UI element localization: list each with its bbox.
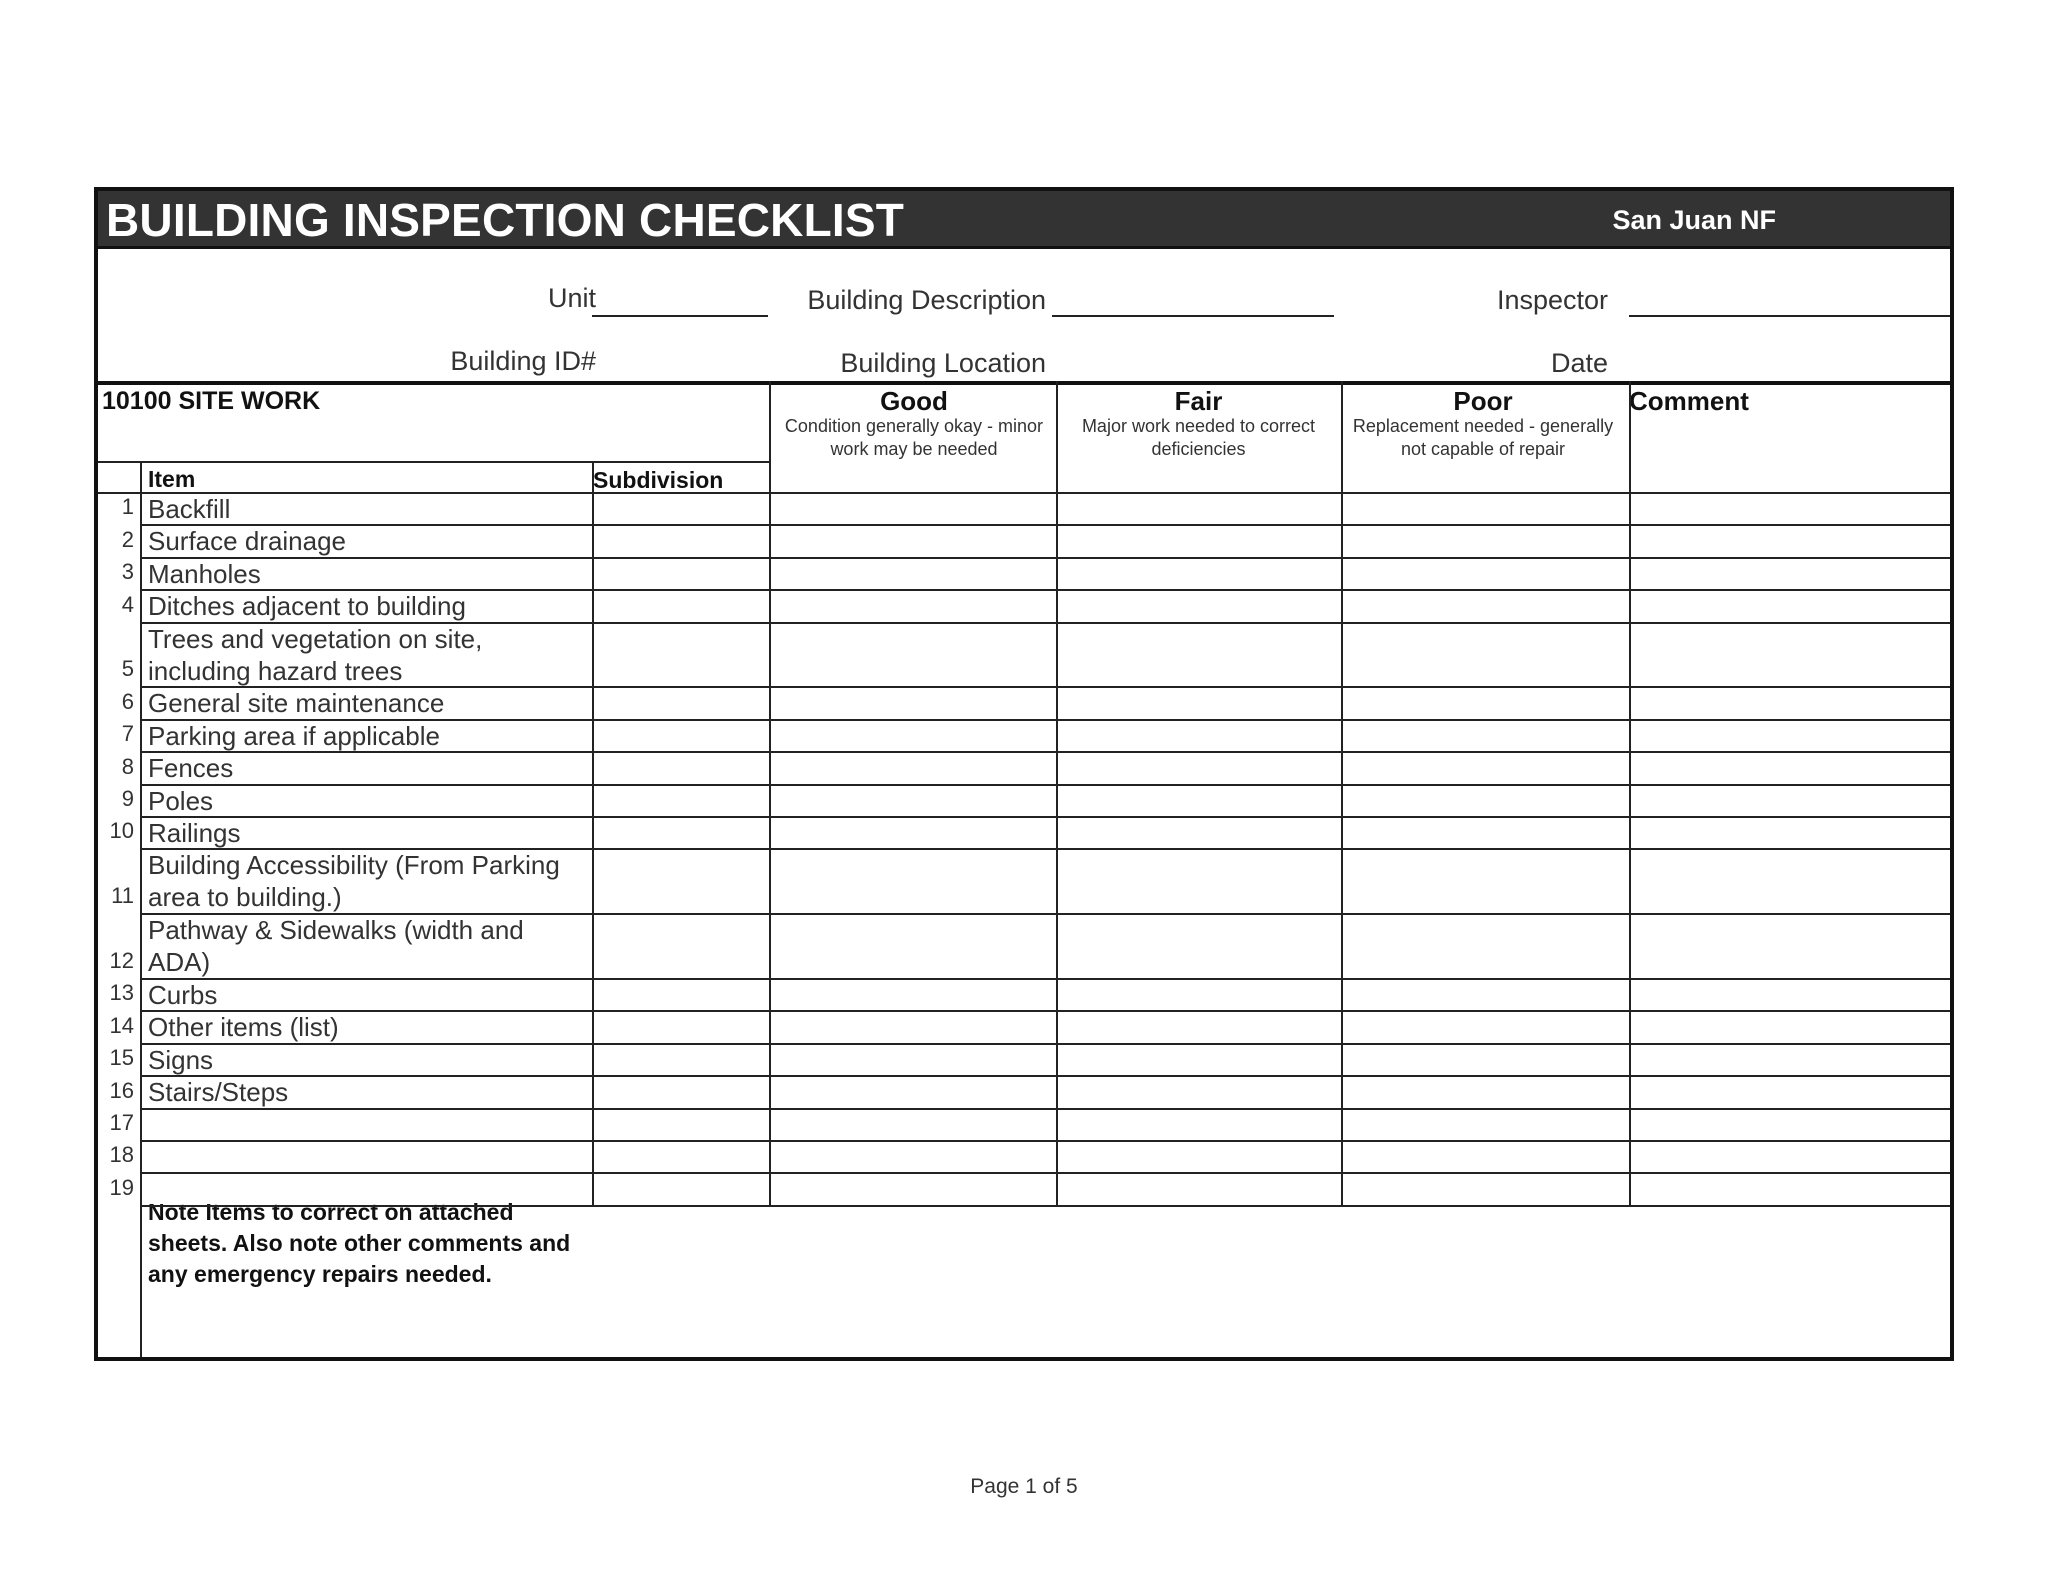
poor-cell[interactable] xyxy=(1343,721,1627,749)
subdivision-cell[interactable] xyxy=(594,1045,767,1073)
row-number: 19 xyxy=(109,1174,134,1200)
comment-cell[interactable] xyxy=(1631,818,1948,846)
comment-cell[interactable] xyxy=(1631,850,1948,911)
comment-cell[interactable] xyxy=(1631,980,1948,1008)
fair-cell[interactable] xyxy=(1058,526,1339,554)
poor-cell[interactable] xyxy=(1343,818,1627,846)
rating-good-title: Good xyxy=(880,386,948,416)
comment-cell[interactable] xyxy=(1631,1110,1948,1138)
column-rule xyxy=(140,461,142,1357)
page-number: Page 1 of 5 xyxy=(970,1475,1078,1498)
row-number: 3 xyxy=(121,559,134,585)
row-number: 11 xyxy=(111,883,134,909)
rating-good-header xyxy=(772,387,1056,461)
checklist-item-line: Signs xyxy=(148,1044,214,1075)
row-number: 12 xyxy=(109,948,134,973)
subdivision-cell[interactable] xyxy=(594,1077,767,1105)
good-cell[interactable] xyxy=(771,818,1054,846)
good-cell[interactable] xyxy=(771,1142,1054,1170)
checklist-item xyxy=(148,1044,586,1076)
comment-header: Comment xyxy=(1629,386,1749,416)
subdivision-cell[interactable] xyxy=(594,559,767,587)
good-cell[interactable] xyxy=(771,494,1054,522)
subdivision-cell[interactable] xyxy=(594,818,767,846)
subdivision-cell[interactable] xyxy=(594,850,767,911)
good-cell[interactable] xyxy=(771,1077,1054,1105)
rating-poor-description xyxy=(1341,415,1625,461)
checklist-item xyxy=(148,687,586,719)
good-cell[interactable] xyxy=(771,1045,1054,1073)
good-cell[interactable] xyxy=(771,980,1054,1008)
good-cell[interactable] xyxy=(771,753,1054,781)
rating-poor-title: Poor xyxy=(1453,386,1513,416)
form-title: BUILDING INSPECTION CHECKLIST xyxy=(106,194,905,246)
good-cell[interactable] xyxy=(771,786,1054,814)
checklist-item-line: Ditches adjacent to building xyxy=(148,591,466,622)
fair-cell[interactable] xyxy=(1058,721,1339,749)
good-cell[interactable] xyxy=(771,721,1054,749)
checklist-item xyxy=(148,623,586,687)
checklist-item xyxy=(148,817,586,849)
good-cell[interactable] xyxy=(771,1110,1054,1138)
checklist-item xyxy=(148,493,586,525)
poor-cell[interactable] xyxy=(1343,786,1627,814)
row-rule xyxy=(140,1205,1950,1207)
row-number: 13 xyxy=(109,980,134,1006)
row-number: 2 xyxy=(121,526,134,552)
column-rule xyxy=(1056,381,1058,1205)
title-bar xyxy=(98,191,1950,249)
rating-fair-desc-line: Major work needed to correct xyxy=(1081,416,1316,436)
comment-cell[interactable] xyxy=(1631,721,1948,749)
good-cell[interactable] xyxy=(771,591,1054,619)
row-number: 5 xyxy=(121,656,134,682)
section-title: 10100 SITE WORK xyxy=(102,387,321,415)
checklist-item xyxy=(148,979,586,1011)
good-cell[interactable] xyxy=(771,1174,1054,1202)
comment-cell[interactable] xyxy=(1631,526,1948,554)
subdivision-cell[interactable] xyxy=(594,591,767,619)
rating-fair-description xyxy=(1056,415,1341,461)
fair-cell[interactable] xyxy=(1058,1142,1339,1170)
checklist-item-line: Stairs/Steps xyxy=(148,1077,289,1108)
checklist-item-line: Fences xyxy=(148,753,234,784)
checklist-item xyxy=(148,785,586,817)
unit-field[interactable] xyxy=(592,315,768,317)
checklist-item-line xyxy=(148,1141,586,1173)
checklist-item-line: area to building.) xyxy=(148,882,342,913)
comment-cell[interactable] xyxy=(1631,1174,1948,1202)
fair-cell[interactable] xyxy=(1058,850,1339,911)
row-number: 8 xyxy=(121,753,134,779)
column-rule xyxy=(769,381,771,1205)
subdivision-cell[interactable] xyxy=(594,1174,767,1202)
row-number: 4 xyxy=(121,591,134,617)
column-rule xyxy=(592,461,594,1205)
checklist-item xyxy=(148,752,586,784)
header-divider xyxy=(98,381,1950,385)
checklist-item xyxy=(148,590,586,622)
fair-cell[interactable] xyxy=(1058,591,1339,619)
poor-cell[interactable] xyxy=(1343,559,1627,587)
subdivision-cell[interactable] xyxy=(594,494,767,522)
inspection-checklist-sheet xyxy=(94,187,1954,1361)
comment-cell[interactable] xyxy=(1631,1045,1948,1073)
row-number: 9 xyxy=(121,786,134,811)
good-cell[interactable] xyxy=(771,559,1054,587)
good-cell[interactable] xyxy=(771,688,1054,716)
checklist-item-line: Curbs xyxy=(148,980,218,1010)
checklist-item xyxy=(148,558,586,590)
note-line: Note Items to correct on attached xyxy=(148,1199,514,1225)
checklist-item-line: ADA) xyxy=(148,947,211,978)
fair-cell[interactable] xyxy=(1058,1045,1339,1073)
checklist-item xyxy=(148,720,586,752)
fair-cell[interactable] xyxy=(1058,688,1339,716)
checklist-item-line: Building Accessibility (From Parking xyxy=(148,850,560,881)
fair-cell[interactable] xyxy=(1058,1077,1339,1105)
rating-good-desc-line: Condition generally okay - minor xyxy=(784,416,1044,436)
rating-good-desc-line: work may be needed xyxy=(830,439,998,459)
comment-cell[interactable] xyxy=(1631,915,1948,976)
row-number: 14 xyxy=(109,1012,134,1038)
subdivision-cell[interactable] xyxy=(594,721,767,749)
comment-cell[interactable] xyxy=(1631,1077,1948,1105)
building-description-label: Building Description xyxy=(807,285,1046,315)
checklist-item-line xyxy=(148,1173,586,1205)
rating-fair-desc-line: deficiencies xyxy=(1151,439,1246,459)
forest-name: San Juan NF xyxy=(1612,205,1776,235)
fair-cell[interactable] xyxy=(1058,915,1339,976)
building-location-label: Building Location xyxy=(840,348,1046,378)
checklist-item-line: Pathway & Sidewalks (width and xyxy=(148,915,524,946)
fair-cell[interactable] xyxy=(1058,1174,1339,1202)
checklist-item-line: Poles xyxy=(148,785,214,816)
fair-cell[interactable] xyxy=(1058,980,1339,1008)
checklist-item-line: Manholes xyxy=(148,558,261,589)
unit-label: Unit xyxy=(547,283,596,313)
building-description-field[interactable] xyxy=(1052,315,1334,317)
row-number: 18 xyxy=(109,1142,134,1168)
comment-cell[interactable] xyxy=(1631,753,1948,781)
row-number: 15 xyxy=(109,1045,134,1071)
building-id-label: Building ID# xyxy=(450,346,596,376)
column-rule xyxy=(1629,381,1631,1205)
row-number: 6 xyxy=(121,688,134,714)
poor-cell[interactable] xyxy=(1343,494,1627,522)
poor-cell[interactable] xyxy=(1343,1012,1627,1040)
fair-cell[interactable] xyxy=(1058,1012,1339,1040)
fair-cell[interactable] xyxy=(1058,753,1339,781)
checklist-item xyxy=(148,1011,586,1043)
comment-cell[interactable] xyxy=(1631,624,1948,685)
poor-cell[interactable] xyxy=(1343,591,1627,619)
item-column-header: Item xyxy=(148,466,196,492)
fair-cell[interactable] xyxy=(1058,559,1339,587)
checklist-item-line: including hazard trees xyxy=(148,655,403,686)
poor-cell[interactable] xyxy=(1343,526,1627,554)
row-number: 16 xyxy=(109,1077,134,1103)
comment-cell[interactable] xyxy=(1631,494,1948,522)
inspector-field[interactable] xyxy=(1629,315,1950,317)
rating-poor-header xyxy=(1341,387,1625,461)
comment-cell[interactable] xyxy=(1631,559,1948,587)
checklist-item-line: Other items (list) xyxy=(148,1012,339,1043)
good-cell[interactable] xyxy=(771,850,1054,911)
poor-cell[interactable] xyxy=(1343,1110,1627,1138)
checklist-item xyxy=(148,1076,586,1108)
rating-poor-desc-line: Replacement needed - generally xyxy=(1352,416,1614,436)
rating-good-description xyxy=(772,415,1056,461)
checklist-item xyxy=(148,1141,586,1173)
subdivision-cell[interactable] xyxy=(594,688,767,716)
subdivision-cell[interactable] xyxy=(594,1110,767,1138)
rating-poor-desc-line: not capable of repair xyxy=(1400,439,1566,459)
note-line: sheets. Also note other comments and xyxy=(148,1230,571,1256)
column-rule xyxy=(1341,381,1343,1205)
date-label: Date xyxy=(1550,348,1608,378)
poor-cell[interactable] xyxy=(1343,753,1627,781)
comment-cell[interactable] xyxy=(1631,1012,1948,1040)
subdivision-cell[interactable] xyxy=(594,786,767,814)
subdivision-column-header: Subdivision xyxy=(593,467,724,493)
fair-cell[interactable] xyxy=(1058,624,1339,685)
item-header-rule xyxy=(98,461,769,463)
checklist-item-line: Backfill xyxy=(148,494,231,524)
checklist-item xyxy=(148,849,586,913)
poor-cell[interactable] xyxy=(1343,915,1627,976)
subdivision-cell[interactable] xyxy=(594,526,767,554)
rating-fair-header xyxy=(1056,387,1341,461)
checklist-item-line: Railings xyxy=(148,818,241,848)
poor-cell[interactable] xyxy=(1343,1077,1627,1105)
poor-cell[interactable] xyxy=(1343,624,1627,685)
comment-cell[interactable] xyxy=(1631,591,1948,619)
good-cell[interactable] xyxy=(771,624,1054,685)
checklist-item xyxy=(148,1173,586,1205)
checklist-item-line: General site maintenance xyxy=(148,688,445,719)
comment-cell[interactable] xyxy=(1631,786,1948,814)
poor-cell[interactable] xyxy=(1343,1045,1627,1073)
comment-cell[interactable] xyxy=(1631,688,1948,716)
inspector-label: Inspector xyxy=(1496,285,1608,315)
fair-cell[interactable] xyxy=(1058,494,1339,522)
comment-cell[interactable] xyxy=(1631,1142,1948,1170)
poor-cell[interactable] xyxy=(1343,1142,1627,1170)
subdivision-cell[interactable] xyxy=(594,1012,767,1040)
fair-cell[interactable] xyxy=(1058,786,1339,814)
good-cell[interactable] xyxy=(771,1012,1054,1040)
checklist-item xyxy=(148,1109,586,1141)
checklist-item-line xyxy=(148,1109,586,1141)
rating-fair-title: Fair xyxy=(1174,386,1223,416)
subdivision-cell[interactable] xyxy=(594,1142,767,1170)
fair-cell[interactable] xyxy=(1058,1110,1339,1138)
note-line: any emergency repairs needed. xyxy=(148,1261,492,1287)
note-text xyxy=(148,1197,618,1290)
checklist-item xyxy=(148,914,586,978)
poor-cell[interactable] xyxy=(1343,1174,1627,1202)
poor-cell[interactable] xyxy=(1343,850,1627,911)
good-cell[interactable] xyxy=(771,526,1054,554)
good-cell[interactable] xyxy=(771,915,1054,976)
checklist-item-line: Parking area if applicable xyxy=(148,720,440,751)
row-number: 1 xyxy=(121,494,134,520)
poor-cell[interactable] xyxy=(1343,980,1627,1008)
subdivision-cell[interactable] xyxy=(594,624,767,685)
checklist-item-line: Trees and vegetation on site, xyxy=(148,623,483,654)
checklist-item-line: Surface drainage xyxy=(148,526,347,557)
fair-cell[interactable] xyxy=(1058,818,1339,846)
subdivision-cell[interactable] xyxy=(594,753,767,781)
subdivision-cell[interactable] xyxy=(594,980,767,1008)
row-number: 17 xyxy=(109,1110,134,1135)
poor-cell[interactable] xyxy=(1343,688,1627,716)
subdivision-cell[interactable] xyxy=(594,915,767,976)
row-number: 7 xyxy=(121,721,134,747)
checklist-item xyxy=(148,525,586,557)
row-number: 10 xyxy=(109,818,134,844)
